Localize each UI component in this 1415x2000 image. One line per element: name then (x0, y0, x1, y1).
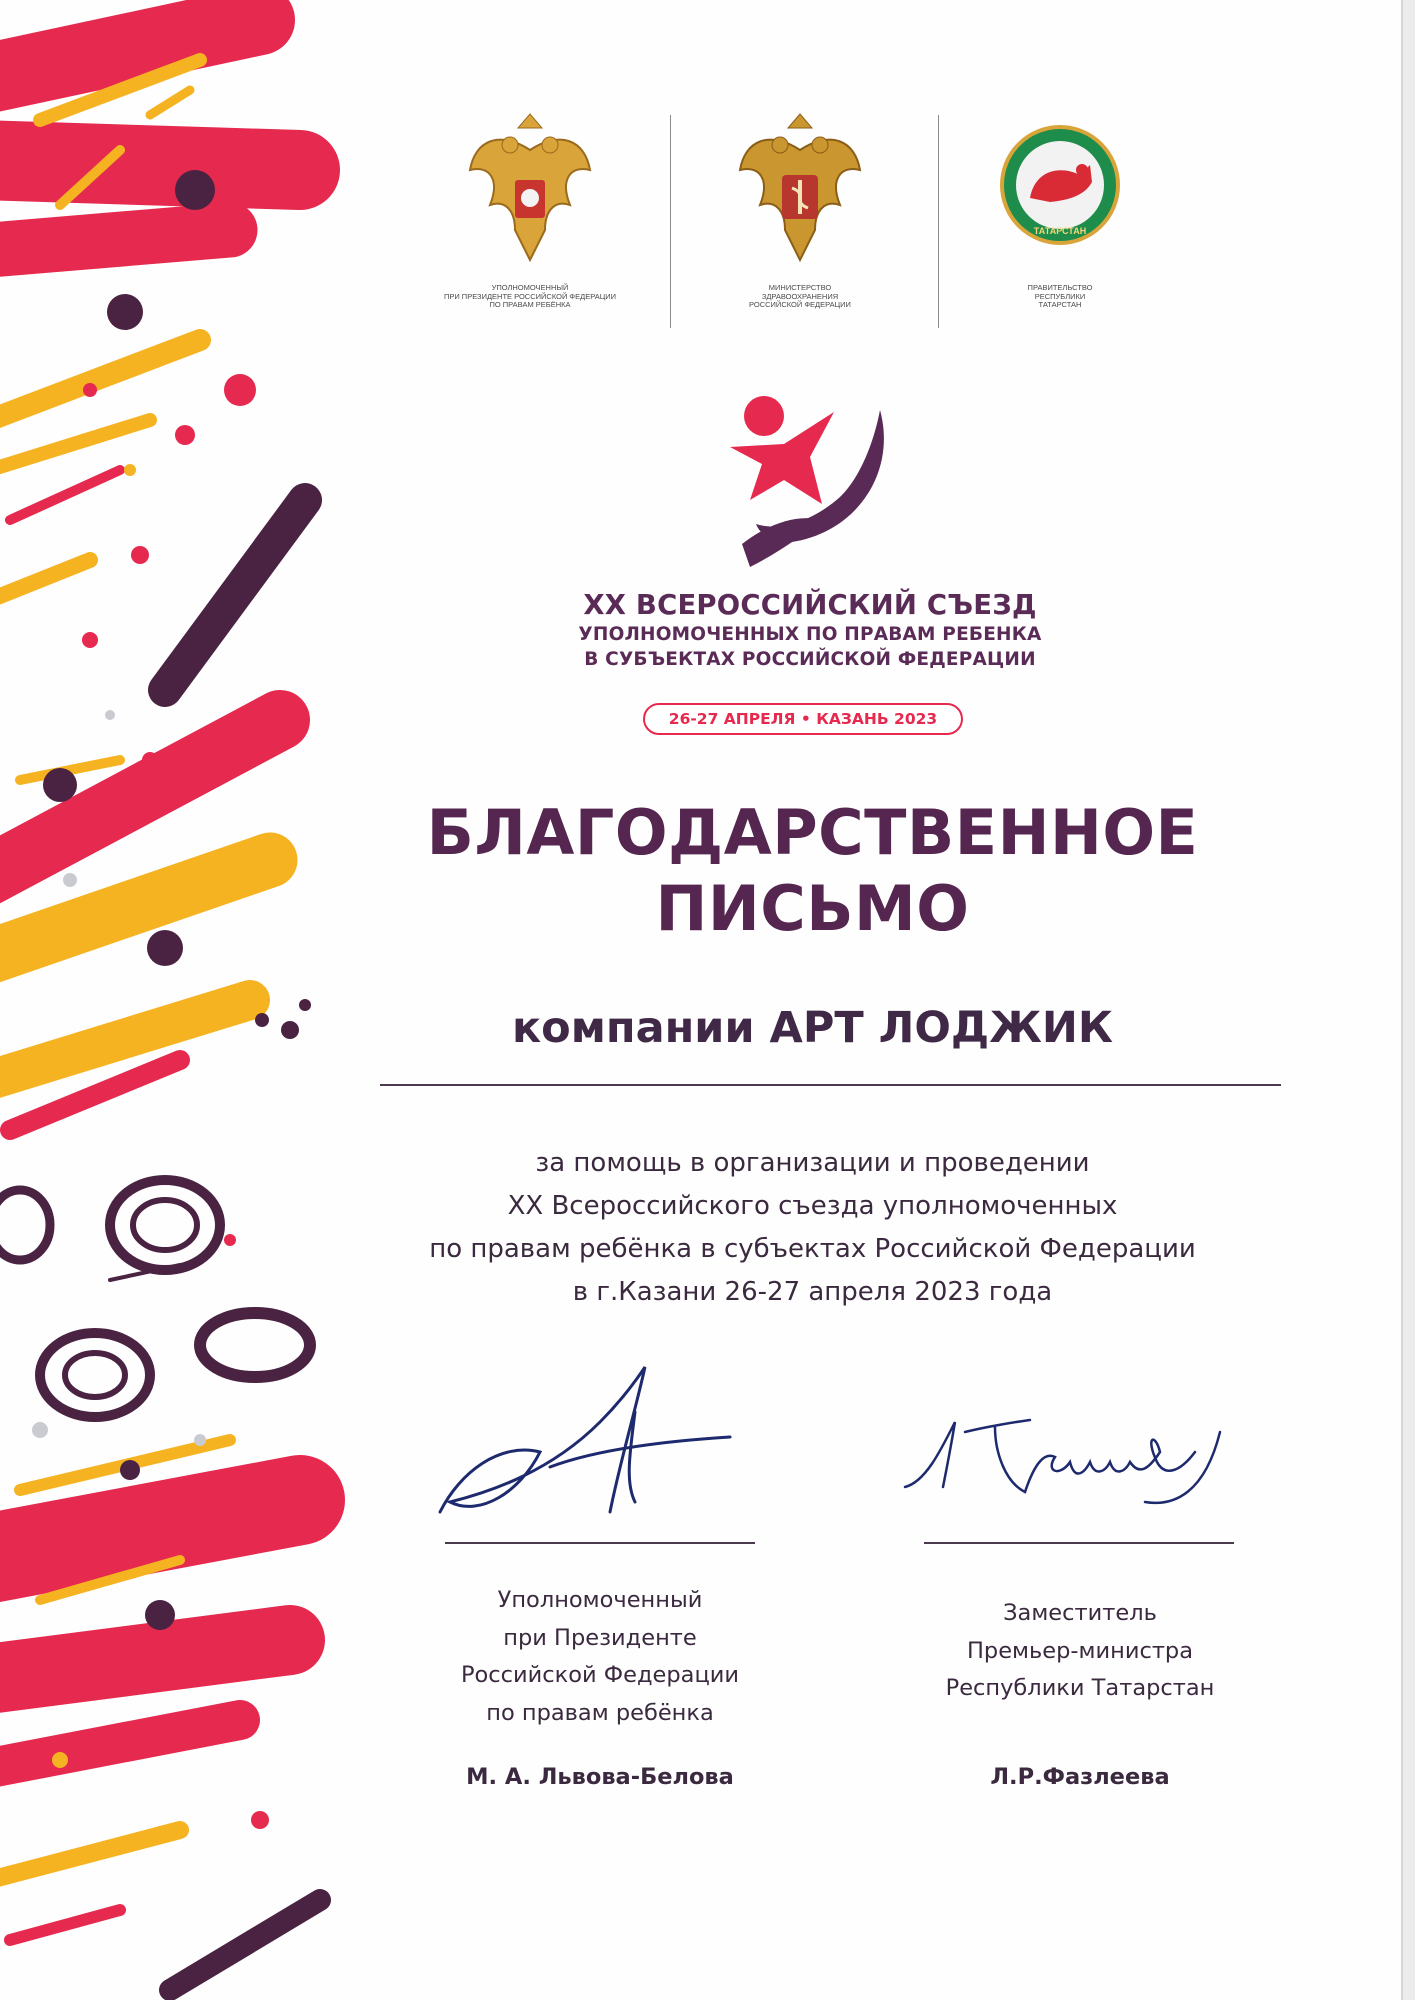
signatory-title-line: Премьер-министра (967, 1637, 1193, 1664)
ministry-health-eagle-emblem (730, 110, 870, 270)
document-title-line1: БЛАГОДАРСТВЕННОЕ (426, 796, 1199, 869)
signatory-title-line: Российской Федерации (460, 1662, 740, 1688)
scan-edge-shadow (1401, 0, 1415, 2000)
letter-body-line: в г.Казани 26-27 апреля 2023 года (572, 1277, 1053, 1307)
signature-line-right (924, 1542, 1234, 1544)
signature-left (430, 1352, 750, 1532)
event-title-line3: В СУБЪЕКТАХ РОССИЙСКОЙ ФЕДЕРАЦИИ (584, 649, 1036, 670)
signature-line-left (445, 1542, 755, 1544)
letter-body-line: по правам ребёнка в субъектах Российской Федерации (429, 1234, 1196, 1264)
event-date-badge: 26-27 АПРЕЛЯ • КАЗАНЬ 2023 (643, 703, 963, 735)
double-headed-eagle-emblem (460, 110, 600, 270)
letter-body (330, 1142, 1295, 1314)
org-divider (938, 115, 939, 328)
org-tatarstan (960, 110, 1160, 310)
signatory-name-right: Л.Р.Фазлеева (990, 1764, 1170, 1790)
document-title-line2: ПИСЬМО (655, 872, 970, 945)
org-divider (670, 115, 671, 328)
event-title (560, 588, 1060, 672)
event-title-line2: УПОЛНОМОЧЕННЫХ ПО ПРАВАМ РЕБЕНКА (578, 624, 1042, 645)
tatarstan-emblem-text: ТАТАРСТАН (1033, 226, 1087, 236)
org-caption-ombudsman: УПОЛНОМОЧЕННЫЙ ПРИ ПРЕЗИДЕНТЕ РОССИЙСКОЙ ФЕДЕРАЦИИ ПО ПРАВАМ РЕБЁНКА (443, 283, 617, 309)
signature-right (895, 1392, 1235, 1532)
star-child-hand-logo (722, 392, 897, 577)
org-ombudsman (430, 110, 630, 310)
org-caption-ministry: МИНИСТЕРСТВО ЗДРАВООХРАНЕНИЯ РОССИЙСКОЙ ФЕДЕРАЦИИ (749, 283, 851, 309)
document-title (330, 795, 1295, 947)
org-ministry (700, 110, 900, 310)
signatory-title-line: Заместитель (1003, 1600, 1157, 1626)
signatory-title-right (890, 1595, 1270, 1708)
signatory-title-left (410, 1582, 790, 1732)
decorative-paint-border (0, 0, 350, 2000)
event-title-line1: XX ВСЕРОССИЙСКИЙ СЪЕЗД (583, 589, 1037, 621)
signatory-title-line: Уполномоченный (497, 1587, 703, 1613)
signatory-title-line: Республики Татарстан (945, 1675, 1215, 1701)
org-caption-tatarstan: ПРАВИТЕЛЬСТВО РЕСПУБЛИКИ ТАТАРСТАН (1027, 283, 1093, 309)
recipient-underline (380, 1084, 1281, 1086)
tatarstan-snow-leopard-emblem (990, 110, 1130, 270)
signatory-name-left: М. А. Львова-Белова (466, 1764, 734, 1790)
signatory-title-line: при Президенте (503, 1624, 697, 1651)
letter-body-line: XX Всероссийского съезда уполномоченных (507, 1191, 1118, 1221)
recipient-name: компании АРТ ЛОДЖИК (512, 1003, 1113, 1053)
letter-body-line: за помощь в организации и проведении (535, 1148, 1090, 1178)
signatory-title-line: по правам ребёнка (486, 1699, 714, 1726)
